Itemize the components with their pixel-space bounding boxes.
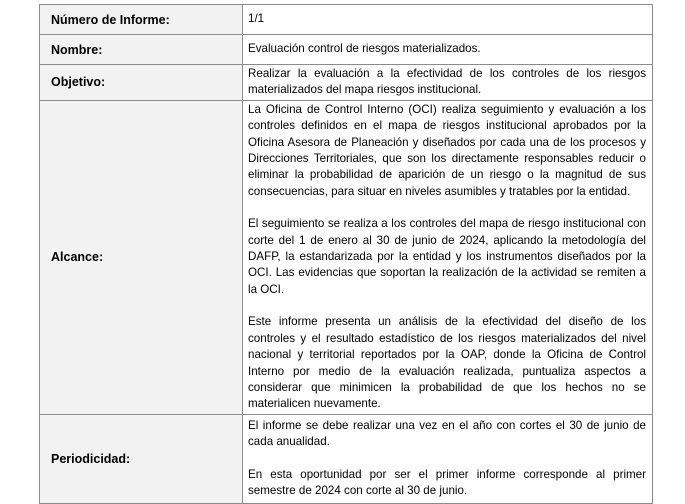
row-value-numero-informe [243,5,653,35]
table-row-alcance [40,100,653,414]
alcance-paragraph-2: El seguimiento se realiza a los controles del mapa de riesgo institucional con corte del 1 de enero al 30 de junio de 2024, aplicando la metodología del DAFP, la estandarizada por la entidad y los instrumentos diseñados por la OCI. Las evidencias que soportan la realización de la actividad se remiten a la OCI. [248,217,646,296]
table-row-nombre [40,35,653,65]
nombre-text: Evaluación control de riesgos materializados. [248,41,481,55]
row-value-nombre [243,35,653,65]
table-row-periodicidad [40,414,653,503]
table-row-objetivo [40,65,653,101]
table-row-numero-informe [40,5,653,35]
periodicidad-paragraph-1: El informe se debe realizar una vez en el año con cortes el 30 de junio de cada anualidad. [248,418,646,449]
report-info-table [39,4,653,504]
row-label-nombre: Nombre: [40,35,243,65]
row-label-alcance: Alcance: [40,100,243,414]
alcance-paragraph-1: La Oficina de Control Interno (OCI) realiza seguimiento y evaluación a los controles definidos en el mapa de riesgos institucional aprobados por la Oficina Asesora de Planeación y diseñados por cada una de los procesos y Direcciones Territoriales, que son los directamente responsables reducir o eliminar la probabilidad de aparición de un riesgo o la magnitud de sus consecuencias, para situar en niveles asumibles y tratables por la entidad. [248,102,646,198]
row-label-periodicidad: Periodicidad: [40,414,243,503]
objetivo-text: Realizar la evaluación a la efectividad de los controles de los riesgos materializados del mapa riesgos institucional. [248,67,646,97]
periodicidad-paragraph-2: En esta oportunidad por ser el primer informe corresponde al primer semestre de 2024 con corte al 30 de junio. [248,467,646,498]
row-label-numero-informe: Número de Informe: [40,5,243,35]
row-value-periodicidad [243,414,653,503]
row-value-alcance [243,100,653,414]
numero-informe-text: 1/1 [248,11,265,25]
row-label-objetivo: Objetivo: [40,65,243,101]
alcance-paragraph-3: Este informe presenta un análisis de la efectividad del diseño de los controles y el resultado estadístico de los riesgos materializados del nivel nacional y territorial reportados por la OAP, donde la Oficina de Control Interno por medio de la evaluación realizada, puntualiza aspectos a considerar que minimicen la probabilidad de que los hechos no se materialicen nuevamente. [248,315,646,411]
row-value-objetivo [243,65,653,101]
